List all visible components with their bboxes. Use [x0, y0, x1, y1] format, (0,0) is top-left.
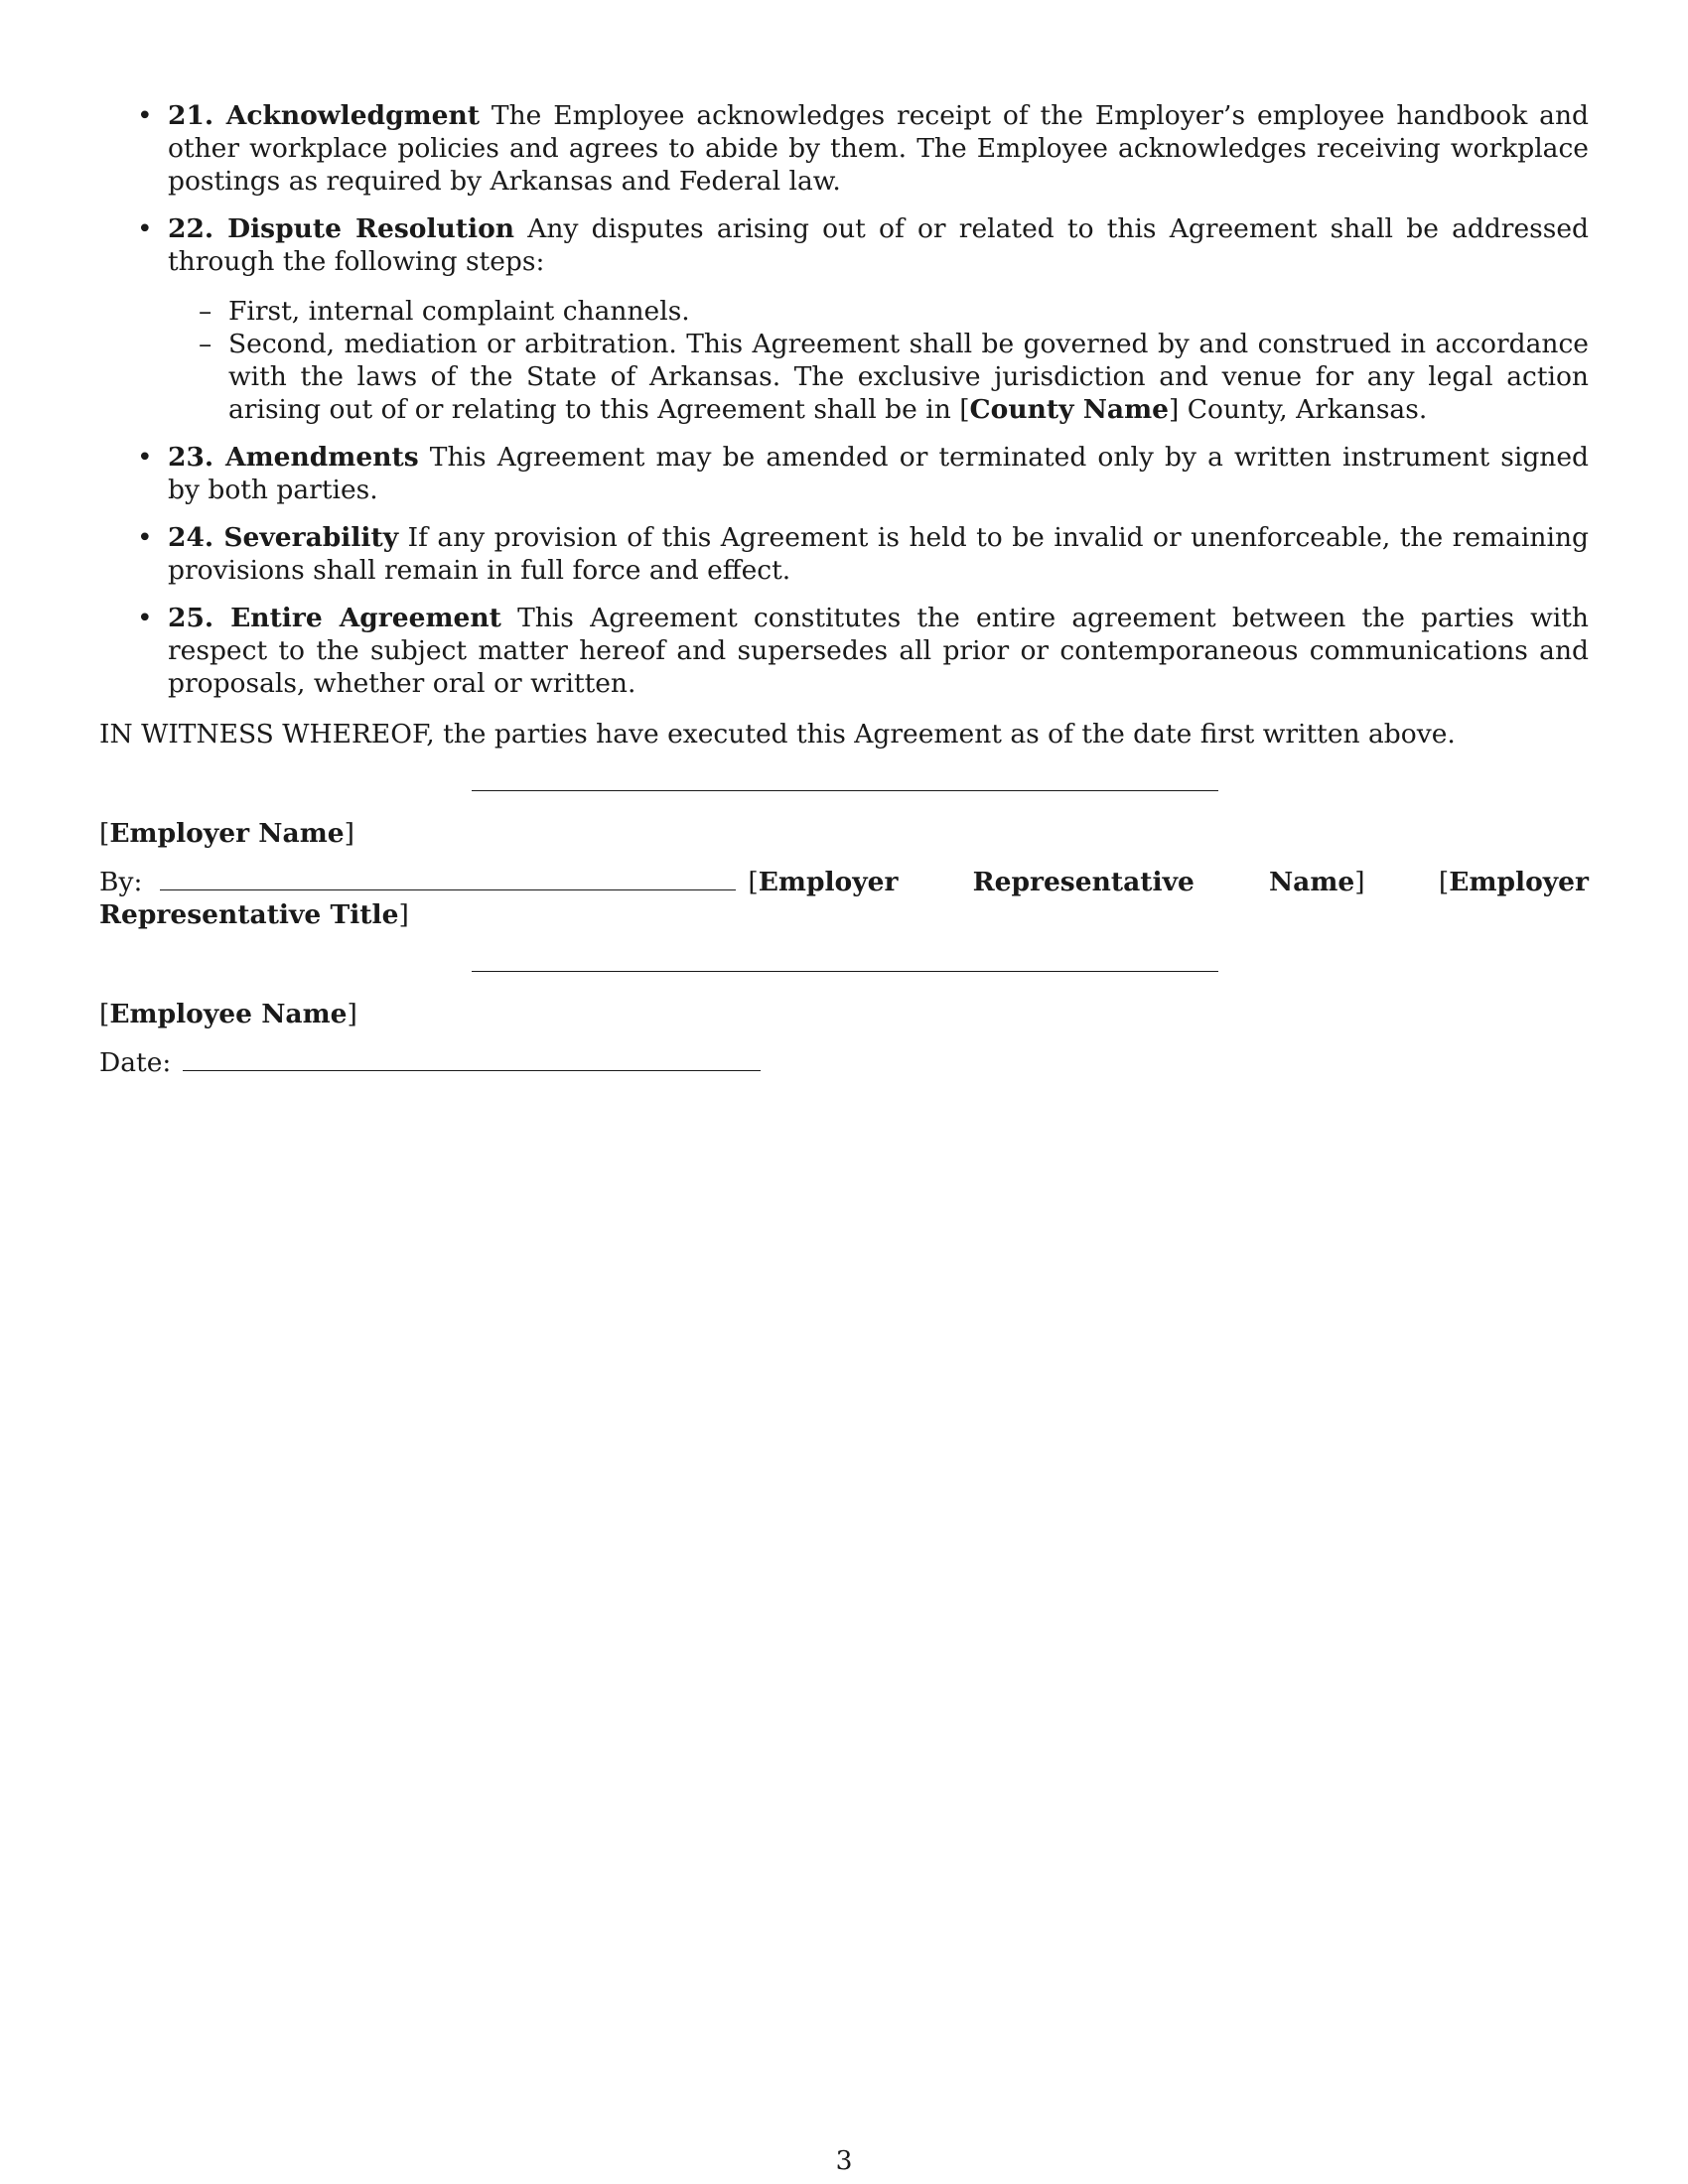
clause-body: The Employee acknowledges receipt of the Employer’s employee handbook and other workplace policies and agrees to abide by them. The Employee acknowledges receiving workplace postings as required by Arkansas and Federal law. — [168, 100, 1589, 197]
bullet-icon: • — [137, 522, 153, 553]
county-name-placeholder: County Name — [969, 394, 1170, 425]
date-label: Date: — [99, 1047, 172, 1078]
bullet-icon: • — [137, 603, 153, 633]
page-number: 3 — [835, 2145, 853, 2176]
clause-heading: 23. Amendments — [168, 442, 419, 473]
employer-rep-name: Employer Representative Name — [758, 867, 1355, 897]
bullet-icon: • — [137, 213, 153, 244]
clause-21 — [99, 99, 1589, 198]
dispute-steps-list — [168, 295, 1589, 426]
clause-heading: 22. Dispute Resolution — [168, 213, 515, 244]
employee-signature-line[interactable] — [472, 971, 1218, 972]
by-label: By: — [99, 867, 143, 897]
clause-22 — [99, 212, 1589, 426]
dispute-step-text: Second, mediation or arbitration. This Agreement shall be governed by and construed in accordance with the laws of the State of Arkansas. The exclusive jurisdiction and venue for any legal action arising out of or relating to this Agreement shall be in — [228, 329, 1589, 425]
bullet-icon: • — [137, 100, 153, 131]
dispute-step-1 — [168, 295, 1589, 328]
clause-24 — [99, 521, 1589, 587]
clause-23 — [99, 441, 1589, 506]
witness-statement: IN WITNESS WHEREOF, the parties have executed this Agreement as of the date first written above. — [99, 719, 1456, 750]
clause-body: This Agreement constitutes the entire agreement between the parties with respect to the subject matter hereof and supersedes all prior or contemporaneous communications and proposals, whether oral or written. — [168, 603, 1589, 699]
clause-body: Any disputes arising out of or related to this Agreement shall be addressed through the following steps: — [168, 213, 1590, 277]
dash-icon: – — [199, 329, 212, 359]
clause-body: This Agreement may be amended or terminated only by a written instrument signed by both parties. — [168, 442, 1589, 505]
clause-list — [99, 99, 1589, 700]
by-signature-blank[interactable] — [160, 868, 736, 890]
dispute-step-2: – Second, mediation or arbitration. This Agreement shall be governed by and construed in accordance with the laws of the State of Arkansas. The exclusive jurisdiction and venue for any legal action arising out of or relating to this Agreement shall be in [County Name] County, Arkansas. — [199, 329, 1589, 425]
employer-rep-title: Employer Representative Title — [99, 867, 1589, 930]
employer-name: [Employer Name] — [99, 818, 354, 849]
employer-signature-line[interactable] — [472, 790, 1218, 791]
date-blank[interactable] — [183, 1048, 761, 1071]
employee-date-line — [99, 1046, 1589, 1079]
clause-25 — [99, 602, 1589, 700]
clause-heading: 25. Entire Agreement — [168, 603, 501, 633]
employee-name: [Employee Name] — [99, 999, 357, 1029]
dispute-step-text-end: County, Arkansas. — [1179, 394, 1428, 425]
clause-heading: 21. Acknowledgment — [168, 100, 481, 131]
employer-by-line: By: [Employer Representative Name] [Employer Representative Title] — [99, 867, 1589, 930]
clause-body: If any provision of this Agreement is held to be invalid or unenforceable, the remaining provisions shall remain in full force and effect. — [168, 522, 1589, 586]
bullet-icon: • — [137, 442, 153, 473]
clause-heading: 24. Severability — [168, 522, 399, 553]
dispute-step-text: First, internal complaint channels. — [228, 296, 690, 327]
dash-icon: – — [199, 296, 212, 327]
document-page — [99, 99, 1589, 1079]
